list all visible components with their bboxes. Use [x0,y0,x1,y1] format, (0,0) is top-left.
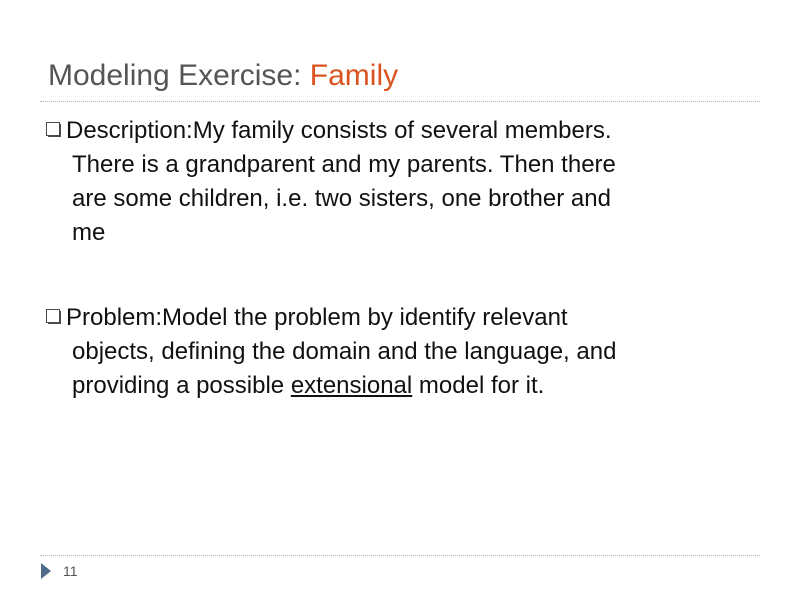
description-bullet [46,114,766,250]
description-line-1 [46,114,766,148]
problem-line-1 [46,301,766,335]
triangle-marker-icon [40,562,52,585]
checkbox-bullet-icon [46,120,66,138]
title-accent: Family [309,59,399,92]
footer-divider [40,555,760,556]
extensional-term: extensional [290,372,413,399]
problem-line-2: objects, defining the domain and the language, and [72,338,617,365]
description-line-4: me [72,219,106,246]
problem-text-3-suffix: model for it. [412,372,545,399]
description-term: Description: [66,117,193,144]
description-text-1: My family consists of several members. [192,117,612,144]
problem-line-3 [46,369,766,403]
checkbox-bullet-icon [46,307,66,325]
title-divider [40,101,760,102]
page-number: 11 [63,563,78,579]
description-line-2: There is a grandparent and my parents. Then there [72,151,616,178]
problem-bullet [46,301,766,403]
problem-text-3-prefix: providing a possible [72,372,291,399]
slide-title [48,56,398,96]
problem-term: Problem: [66,304,163,331]
problem-text-1: Model the problem by identify relevant [162,304,568,331]
title-main: Modeling Exercise: [48,59,310,92]
description-line-3: are some children, i.e. two sisters, one brother and [72,185,611,212]
